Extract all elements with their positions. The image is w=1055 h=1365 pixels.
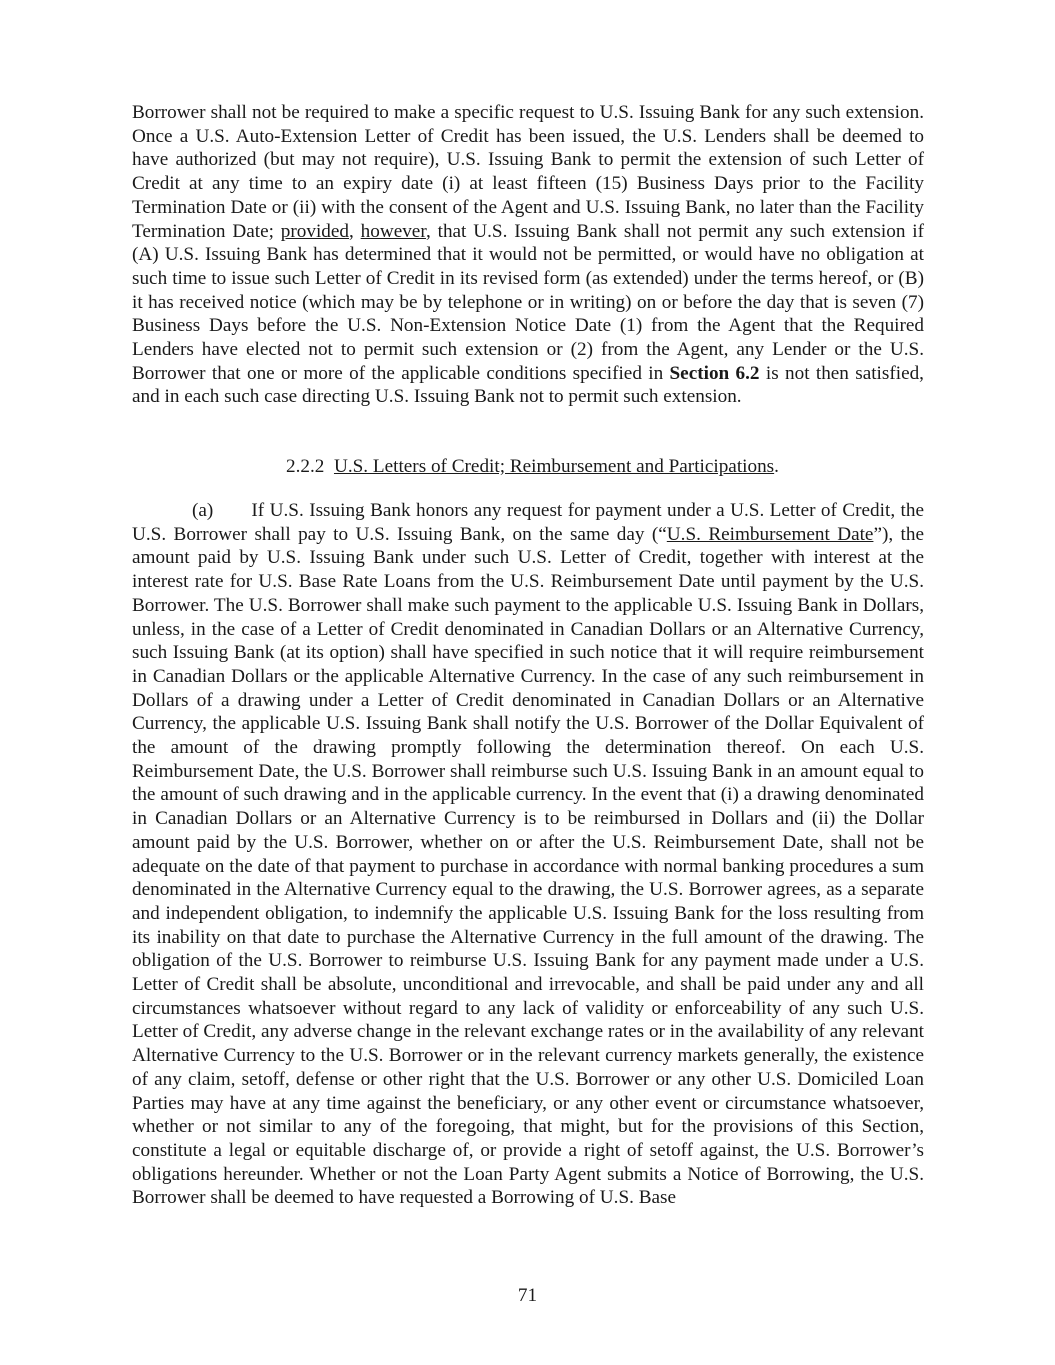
paragraph-text: , that U.S. Issuing Bank shall not permit any such extension if (A) U.S. Issuing Bank has determined that it would not be permitted, or would have no obligation at such time to issue such Letter of Credit in its revised form (as extended) under the terms hereof, or (B) it has received notice (which may be by telephone or in writing) on or before the day that is seven (7) Business Days before the U.S. Non-Extension Notice Date (1) from the Agent that the Required Lenders have elected not to permit such extension or (2) from the Agent, any Lender or the U.S. Borrower that one or more of the applicable conditions specified in <box>132 220 924 384</box>
section-heading <box>286 455 926 479</box>
section-trailing: . <box>774 456 779 477</box>
paragraph-reimbursement <box>132 499 924 1210</box>
section-title: U.S. Letters of Credit; Reimbursement and Participations <box>333 456 775 477</box>
paragraph-extension-terms <box>132 101 924 409</box>
provided-term: provided <box>280 220 349 242</box>
section-reference: Section 6.2 <box>669 362 760 384</box>
page-number: 71 <box>517 1285 538 1306</box>
paragraph-text: , <box>349 220 361 242</box>
paragraph-label: (a) <box>192 500 214 521</box>
however-term: however <box>360 220 426 242</box>
paragraph-text: If U.S. Issuing Bank honors any request for payment under a U.S. Letter of Credit, the U.S. Borrower shall pay to U.S. Issuing Bank, on the same day (“ <box>132 500 924 545</box>
paragraph-text: ”), the amount paid by U.S. Issuing Bank under such U.S. Letter of Credit, together with interest at the interest rate for U.S. Base Rate Loans from the U.S. Reimbursement Date until payment by the U.S. Borrower. The U.S. Borrower shall make such payment to the applicable U.S. Issuing Bank in Dollars, unless, in the case of a Letter of Credit denominated in Canadian Dollars or an Alternative Currency, such Issuing Bank (at its option) shall have specified in such notice that it will require reimbursement in Canadian Dollars or the applicable Alternative Currency. In the case of any such reimbursement in Dollars of a drawing under a Letter of Credit denominated in Canadian Dollars or an Alternative Currency, the applicable U.S. Issuing Bank shall notify the U.S. Borrower of the Dollar Equivalent of the amount of the drawing promptly following the determination thereof. On each U.S. Reimbursement Date, the U.S. Borrower shall reimburse such U.S. Issuing Bank in an amount equal to the amount of such drawing and in the applicable currency. In the event that (i) a drawing denominated in Canadian Dollars or an Alternative Currency is to be reimbursed in Dollars and (ii) the Dollar amount paid by the U.S. Borrower, whether on or after the U.S. Reimbursement Date, shall not be adequate on the date of that payment to purchase in accordance with normal banking procedures a sum denominated in the Alternative Currency equal to the drawing, the U.S. Borrower agrees, as a separate and independent obligation, to indemnify the applicable U.S. Issuing Bank for the loss resulting from its inability on that date to purchase the Alternative Currency in the full amount of the drawing. The obligation of the U.S. Borrower to reimburse U.S. Issuing Bank for any payment made under a U.S. Letter of Credit shall be absolute, unconditional and irrevocable, and shall be paid under any and all circumstances whatsoever without regard to any lack of validity or enforceability of any such U.S. Letter of Credit, any adverse change in the relevant exchange rates or in the availability of any relevant Alternative Currency to the U.S. Borrower or in the relevant currency markets generally, the existence of any claim, setoff, defense or other right that the U.S. Borrower or any other U.S. Domiciled Loan Parties may have at any time against the beneficiary, or any other event or circumstance whatsoever, whether or not similar to any of the foregoing, that might, but for the provisions of this Section, constitute a legal or equitable discharge of, or provide a right of setoff against, the U.S. Borrower’s obligations hereunder. Whether or not the Loan Party Agent submits a Notice of Borrowing, the U.S. Borrower shall be deemed to have requested a Borrowing of U.S. Base <box>132 523 924 1209</box>
paragraph-text: is not then satisfied, and in each such case directing U.S. Issuing Bank not to permit such extension. <box>132 362 924 408</box>
paragraph-text: Borrower shall not be required to make a specific request to U.S. Issuing Bank for any such extension. Once a U.S. Auto-Extension Letter of Credit has been issued, the U.S. Lenders shall be deemed to have authorized (but may not require), U.S. Issuing Bank to permit the extension of such Letter of Credit at any time to an expiry date (i) at least fifteen (15) Business Days prior to the Facility Termination Date or (ii) with the consent of the Agent and U.S. Issuing Bank, no later than the Facility Termination Date; <box>132 102 924 242</box>
section-number: 2.2.2 <box>286 456 325 477</box>
defined-term: U.S. Reimbursement Date <box>666 523 874 545</box>
